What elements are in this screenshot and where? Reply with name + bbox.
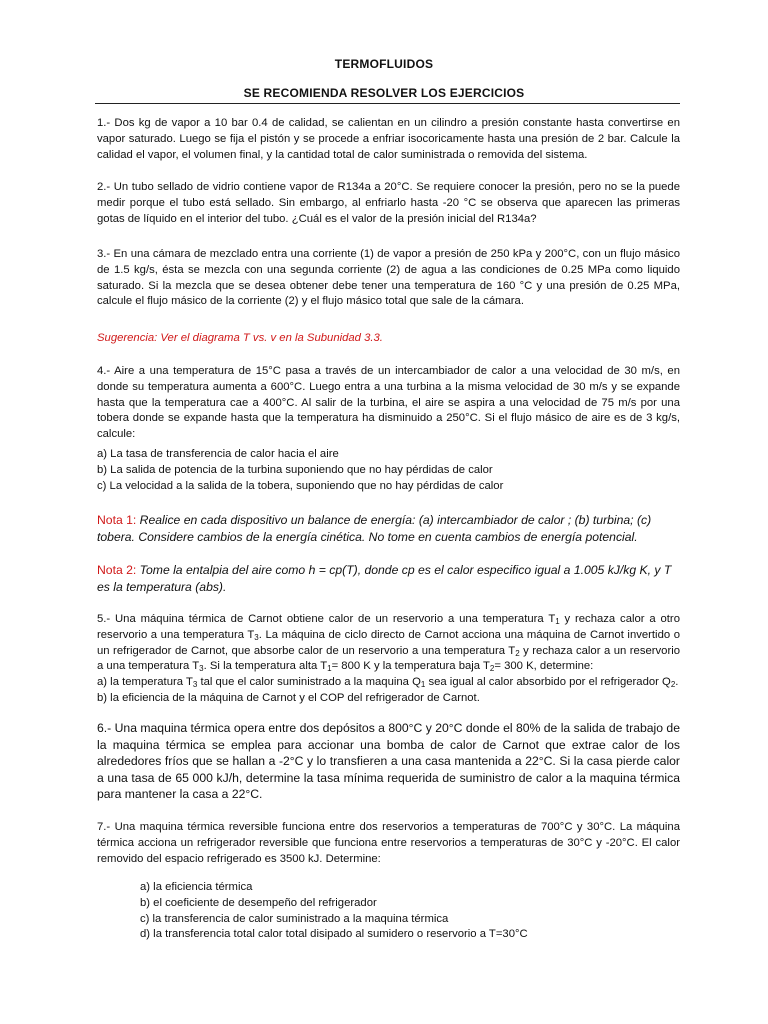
document-title: TERMOFLUIDOS [334, 57, 434, 71]
exercise-2: 2.- Un tubo sellado de vidrio contiene vapor de R134a a 20°C. Se requiere conocer la presión, pero no se la puede medir porque el tubo está sellado. Sin embargo, al enfriarlo hasta -20 °C se observa que aparecen las primeras gotas de líquido en el interior del tubo. ¿Cuál es el valor de la presión inicial del R134a? [97, 181, 680, 225]
exercise-4-items [97, 447, 680, 494]
note-2-label: Nota 2: [97, 563, 137, 577]
exercise-5-items [97, 675, 680, 707]
exercise-7-item-c: c) la transferencia de calor suministrado a la maquina térmica [140, 912, 449, 925]
note-1-label: Nota 1: [97, 513, 137, 527]
note-1 [97, 512, 680, 545]
exercise-7-items [140, 880, 660, 943]
exercise-3: 3.- En una cámara de mezclado entra una corriente (1) de vapor a presión de 250 kPa y 200°C, con un flujo másico de 1.5 kg/s, ésta se mezcla con una segunda corriente (2) de agua a las condiciones de 0.25 MPa como liquido saturado. Si la mezcla que se desea obtener debe tener una temperatura de 160 °C y una presión de 0.25 MPa, calcule el flujo másico de la corriente (2) y el flujo másico total que sale de la cámara. [97, 248, 680, 308]
note-2 [97, 562, 680, 595]
exercise-4-item-b: b) La salida de potencia de la turbina suponiendo que no hay pérdidas de calor [97, 463, 493, 476]
note-2-text: Tome la entalpia del aire como h = cp(T), donde cp es el calor especifico igual a 1.005 kJ/kg K, y T es la temperatura (abs). [97, 563, 672, 594]
exercise-7-item-d: d) la transferencia total calor total disipado al sumidero o reservorio a T=30°C [140, 928, 528, 941]
exercise-1: 1.- Dos kg de vapor a 10 bar 0.4 de calidad, se calientan en un cilindro a presión constante hasta convertirse en vapor saturado. Luego se fija el pistón y se procede a enfriar isocoricamente hasta una presión de 2 bar. Calcule la calidad el vapor, el volumen final, y la cantidad total de calor suministrada o removida del sistema. [97, 117, 680, 161]
exercise-5-item-b: b) la eficiencia de la máquina de Carnot y el COP del refrigerador de Carnot. [97, 691, 480, 704]
exercise-4: 4.- Aire a una temperatura de 15°C pasa a través de un intercambiador de calor a una velocidad de 30 m/s, en donde su temperatura aumenta a 600°C. Luego entra a una turbina a la misma velocidad de 30 m/s y se expande hasta que la temperatura cae a 400°C. Al salir de la turbina, el aire se aspira a una velocidad de 75 m/s por una tobera donde se expande hasta que la temperatura ha disminuido a 250°C. Si el flujo másico de aire es de 3 kg/s, calcule: [97, 365, 680, 441]
exercise-7-item-b: b) el coeficiente de desempeño del refrigerador [140, 896, 377, 909]
exercise-5: 5.- Una máquina térmica de Carnot obtiene calor de un reservorio a una temperatura $T_1$ y rechaza calor a otro reservorio a una temperatura $T_3$. La máquina de ciclo directo de Carnot acciona una máquina de Carnot invertido o un refrigerador de Carnot, que absorbe calor de un reservorio a una temperatura $T_2$ y rechaza calor a un reservorio a una temperatura $T_3$. Si la temperatura alta $T_1= 800$ K y la temperatura baja $T_2= 300$ K, determine: [97, 613, 680, 674]
exercise-5-item-a: a) la temperatura $T_3$ tal que el calor suministrado a la maquina $Q_1$ sea igual al calor absorbido por el refrigerador $Q_2$. [97, 676, 679, 689]
exercise-7: 7.- Una maquina térmica reversible funciona entre dos reservorios a temperaturas de 700°C y 30°C. La máquina térmica acciona un refrigerador reversible que funciona entre reservorios a temperaturas de 30°C y -20°C. El calor removido del espacio refrigerado es 3500 kJ. Determine: [97, 821, 680, 865]
exercise-4-item-c: c) La velocidad a la salida de la tobera, suponiendo que no hay pérdidas de calor [97, 479, 504, 492]
exercise-4-item-a: a) La tasa de transferencia de calor hacia el aire [97, 448, 339, 460]
exercise-7-item-a: a) la eficiencia térmica [140, 881, 253, 893]
title-divider [95, 103, 680, 104]
hint-text: Sugerencia: Ver el diagrama T vs. v en la Subunidad 3.3. [97, 332, 383, 344]
note-1-text: Realice en cada dispositivo un balance de energía: (a) intercambiador de calor ; (b) turbina; (c) tobera. Considere cambios de la energía cinética. No tome en cuenta cambios de energía potencial. [97, 513, 652, 544]
document-subtitle: SE RECOMIENDA RESOLVER LOS EJERCICIOS [243, 86, 525, 100]
exercise-6: 6.- Una maquina térmica opera entre dos depósitos a 800°C y 20°C donde el 80% de la salida de trabajo de la maquina térmica se emplea para accionar una bomba de calor de Carnot que extrae calor de los alrededores fríos que se hallan a -2°C y lo transfieren a una casa mantenida a 22°C. Si la casa pierde calor a una tasa de 65 000 kJ/h, determine la tasa mínima requerida de suministro de calor a la maquina térmica para mantener la casa a 22°C. [97, 721, 680, 801]
